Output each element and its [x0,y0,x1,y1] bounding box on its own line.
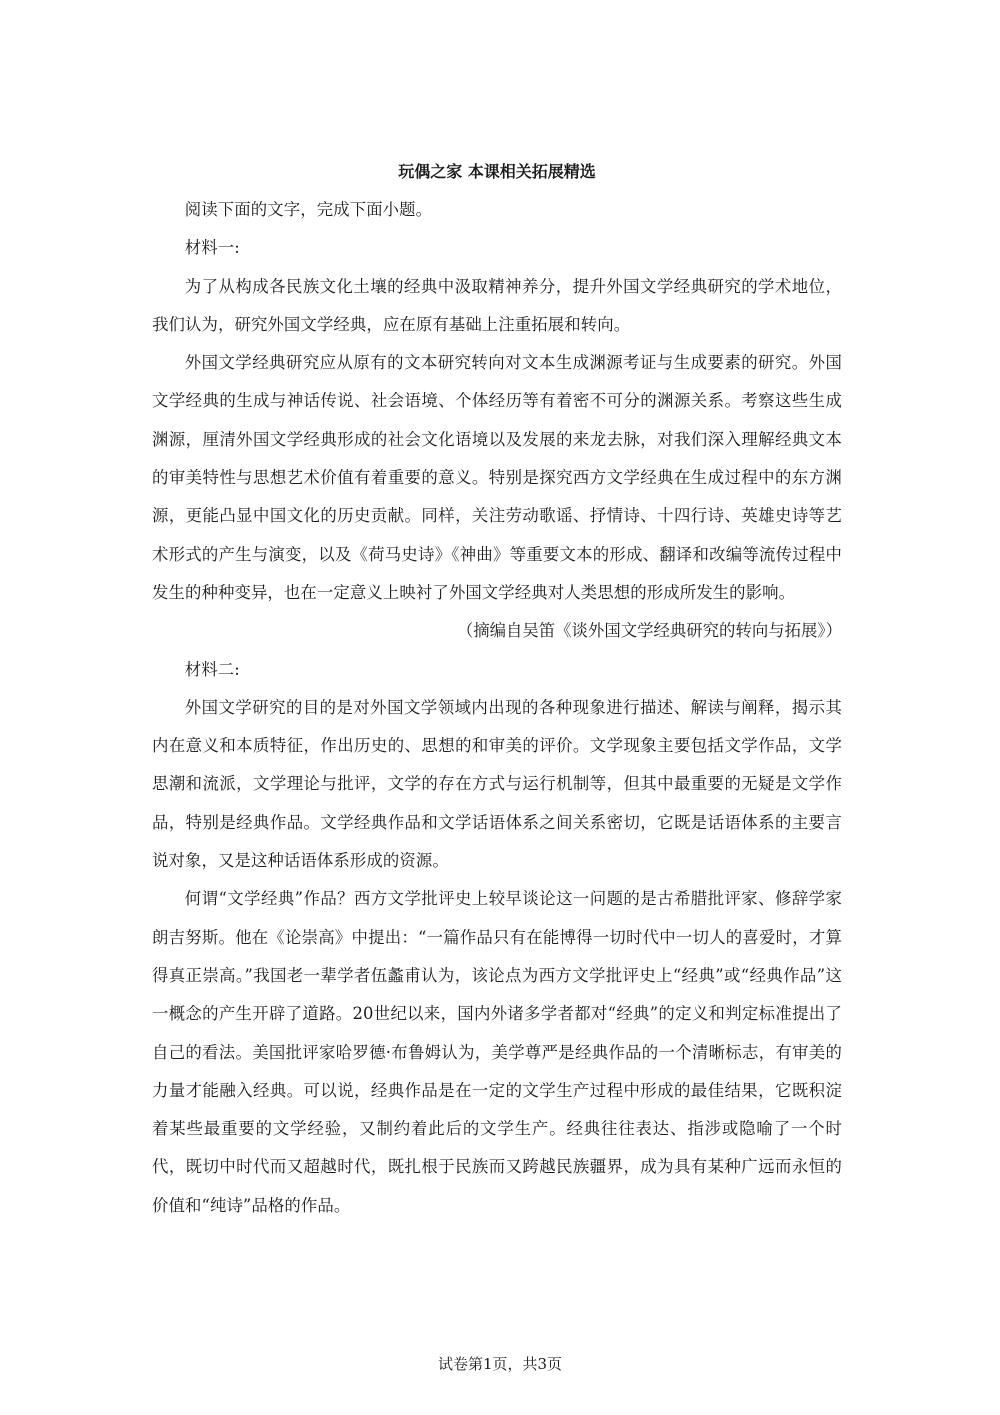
material-1-paragraph-2: 外国文学经典研究应从原有的文本研究转向对文本生成渊源考证与生成要素的研究。外国文学经典的生成与神话传说、社会语境、个体经历等有着密不可分的渊源关系。考察这些生成渊源，厘清外国文学经典形成的社会文化语境以及发展的来龙去脉，对我们深入理解经典文本的审美特性与思想艺术价值有着重要的意义。特别是探究西方文学经典在生成过程中的东方渊源，更能凸显中国文化的历史贡献。同样，关注劳动歌谣、抒情诗、十四行诗、英雄史诗等艺术形式的产生与演变，以及《荷马史诗》《神曲》等重要文本的形成、翻译和改编等流传过程中发生的种种变异，也在一定意义上映衬了外国文学经典对人类思想的形成所发生的影响。 [152,353,842,602]
document-title: 玩偶之家 本课相关拓展精选 [398,162,596,181]
reading-instruction: 阅读下面的文字，完成下面小题。 [184,200,433,219]
material-2-label: 材料二: [184,659,240,679]
material-2-paragraph-1: 外国文学研究的目的是对外国文学领域内出现的各种现象进行描述、解读与阐释，揭示其内在意义和本质特征，作出历史的、思想的和审美的评价。文学现象主要包括文学作品，文学思潮和流派，文学理论与批评，文学的存在方式与运行机制等，但其中最重要的无疑是文学作品，特别是经典作品。文学经典作品和文学话语体系之间关系密切，它既是话语体系的主要言说对象，又是这种话语体系形成的资源。 [152,697,842,871]
document-body [152,157,842,1225]
page-footer: 试卷第1页，共3页 [437,1355,563,1373]
material-1-source: （摘编自吴笛《谈外国文学经典研究的转向与拓展》） [456,621,842,641]
material-1-label: 材料一: [184,238,240,258]
material-2-paragraph-2: 何谓“文学经典”作品？西方文学批评史上较早谈论这一问题的是古希腊批评家、修辞学家朗吉努斯。他在《论崇高》中提出：“一篇作品只有在能博得一切时代中一切人的喜爱时，才算得真正崇高。”我国老一辈学者伍蠡甫认为，该论点为西方文学批评史上“经典”或“经典作品”这一概念的产生开辟了道路。20世纪以来，国内外诸多学者都对“经典”的定义和判定标准提出了自己的看法。美国批评家哈罗德·布鲁姆认为，美学尊严是经典作品的一个清晰标志，有审美的力量才能融入经典。可以说，经典作品是在一定的文学生产过程中形成的最佳结果，它既积淀着某些最重要的文学经验，又制约着此后的文学生产。经典往往表达、指涉或隐喻了一个时代，既切中时代而又超越时代，既扎根于民族而又跨越民族疆界，成为具有某种广远而永恒的价值和“纯诗”品格的作品。 [152,889,842,1215]
material-1-paragraph-1: 为了从构成各民族文化土壤的经典中汲取精神养分，提升外国文学经典研究的学术地位，我们认为，研究外国文学经典，应在原有基础上注重拓展和转向。 [152,276,842,334]
